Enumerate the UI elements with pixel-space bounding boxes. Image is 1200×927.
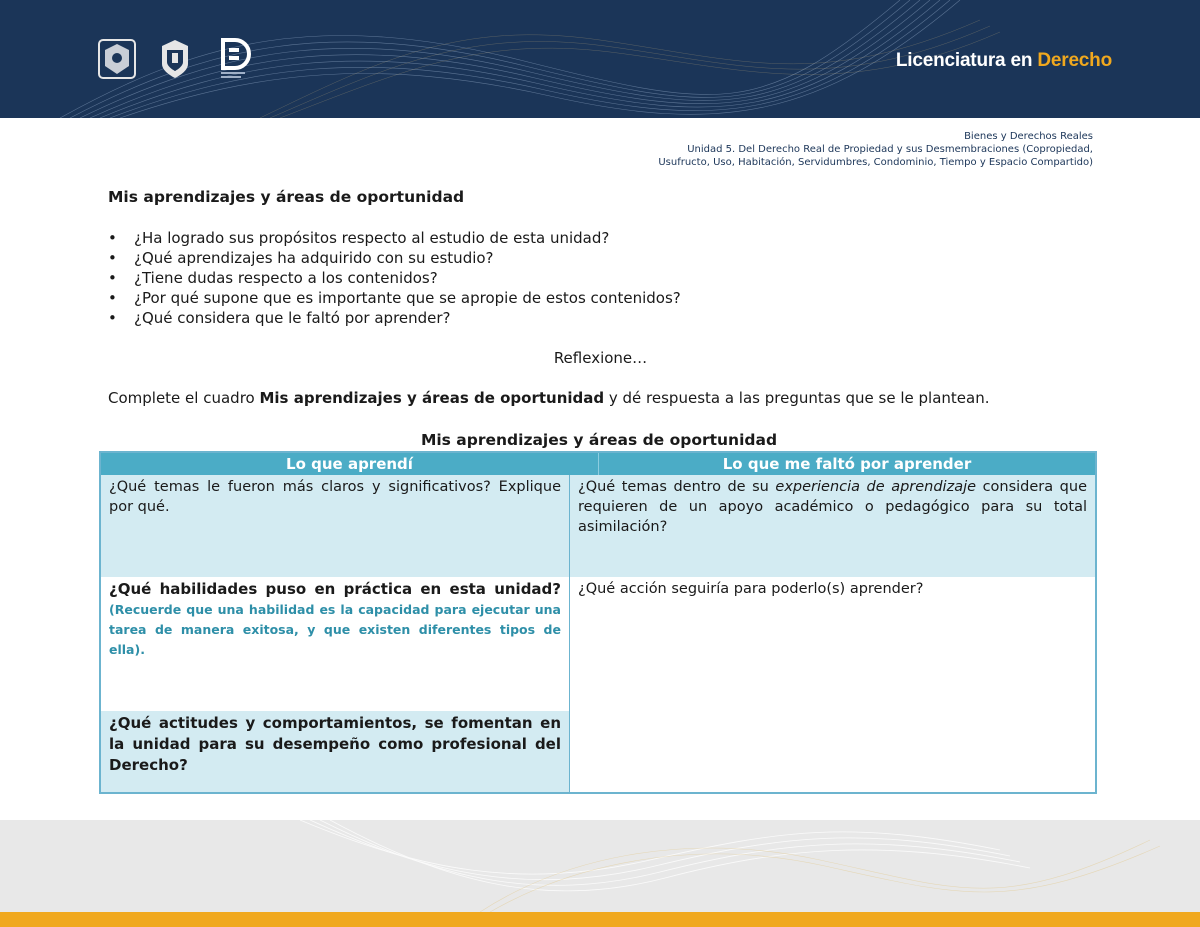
skills-hint: (Recuerde que una habilidad es la capacidad para ejecutar una tarea de manera exitosa, y que existen diferentes tipos de ella). bbox=[109, 602, 561, 657]
cell-left-3 bbox=[101, 711, 569, 792]
instruction-post: y dé respuesta a las preguntas que se le plantean. bbox=[604, 389, 990, 407]
subject-line-2: Unidad 5. Del Derecho Real de Propiedad y sus Desmembraciones (Copropiedad, bbox=[687, 144, 1093, 155]
question-support-post: considera que requieren de un apoyo académico o pedagógico para su total asimilación? bbox=[578, 479, 1087, 535]
list-item: • ¿Qué considera que le faltó por aprender? bbox=[108, 308, 1093, 328]
question-attitudes: ¿Qué actitudes y comportamientos, se fomentan en la unidad para su desempeño como profesional del Derecho? bbox=[109, 714, 561, 774]
header-banner bbox=[0, 0, 1200, 118]
instruction-pre: Complete el cuadro bbox=[108, 389, 260, 407]
cell-left-1 bbox=[101, 475, 569, 577]
table-title: Mis aprendizajes y áreas de oportunidad bbox=[420, 431, 778, 449]
list-item: • ¿Qué aprendizajes ha adquirido con su estudio? bbox=[108, 248, 1093, 268]
subject-line-1: Bienes y Derechos Reales bbox=[964, 131, 1093, 142]
program-title bbox=[896, 50, 1112, 72]
question-clear-topics: ¿Qué temas le fueron más claros y significativos? Explique por qué. bbox=[109, 479, 561, 515]
cell-left-2 bbox=[101, 577, 569, 711]
section-title: Mis aprendizajes y áreas de oportunidad bbox=[108, 188, 465, 206]
question-support-pre: ¿Qué temas dentro de su bbox=[578, 479, 776, 495]
col-header-learned: Lo que aprendí bbox=[101, 453, 598, 475]
faculty-crest-icon bbox=[153, 36, 197, 82]
program-prefix: Licenciatura en bbox=[895, 50, 1033, 71]
question-list bbox=[108, 228, 1093, 328]
footer-band bbox=[0, 820, 1200, 927]
reflect-text: Reflexione… bbox=[553, 349, 648, 367]
instruction-bold: Mis aprendizajes y áreas de oportunidad bbox=[259, 389, 605, 407]
cell-right-1 bbox=[570, 475, 1095, 577]
footer-accent-bar bbox=[0, 912, 1200, 927]
program-accent: Derecho bbox=[1037, 50, 1112, 71]
question-action: ¿Qué acción seguiría para poderlo(s) aprender? bbox=[578, 581, 924, 597]
footer-waves bbox=[0, 820, 1200, 912]
main-content bbox=[108, 188, 1093, 408]
col-header-missing: Lo que me faltó por aprender bbox=[599, 453, 1095, 475]
list-item: • ¿Tiene dudas respecto a los contenidos? bbox=[108, 268, 1093, 288]
unam-shield-icon bbox=[95, 36, 139, 82]
learning-table bbox=[99, 451, 1097, 794]
subject-line-3: Usufructo, Uso, Habitación, Servidumbres, Condominio, Tiempo y Espacio Compartido) bbox=[658, 157, 1093, 168]
instruction-text bbox=[108, 388, 1093, 408]
question-skills: ¿Qué habilidades puso en práctica en esta unidad? bbox=[109, 580, 561, 598]
subject-info bbox=[533, 130, 1093, 169]
cell-right-2 bbox=[570, 577, 1095, 792]
list-item: • ¿Por qué supone que es importante que se apropie de estos contenidos? bbox=[108, 288, 1093, 308]
list-item: • ¿Ha logrado sus propósitos respecto al estudio de esta unidad? bbox=[108, 228, 1093, 248]
question-support-italic: experiencia de aprendizaje bbox=[775, 479, 977, 495]
education-distance-logo-icon bbox=[211, 36, 255, 82]
